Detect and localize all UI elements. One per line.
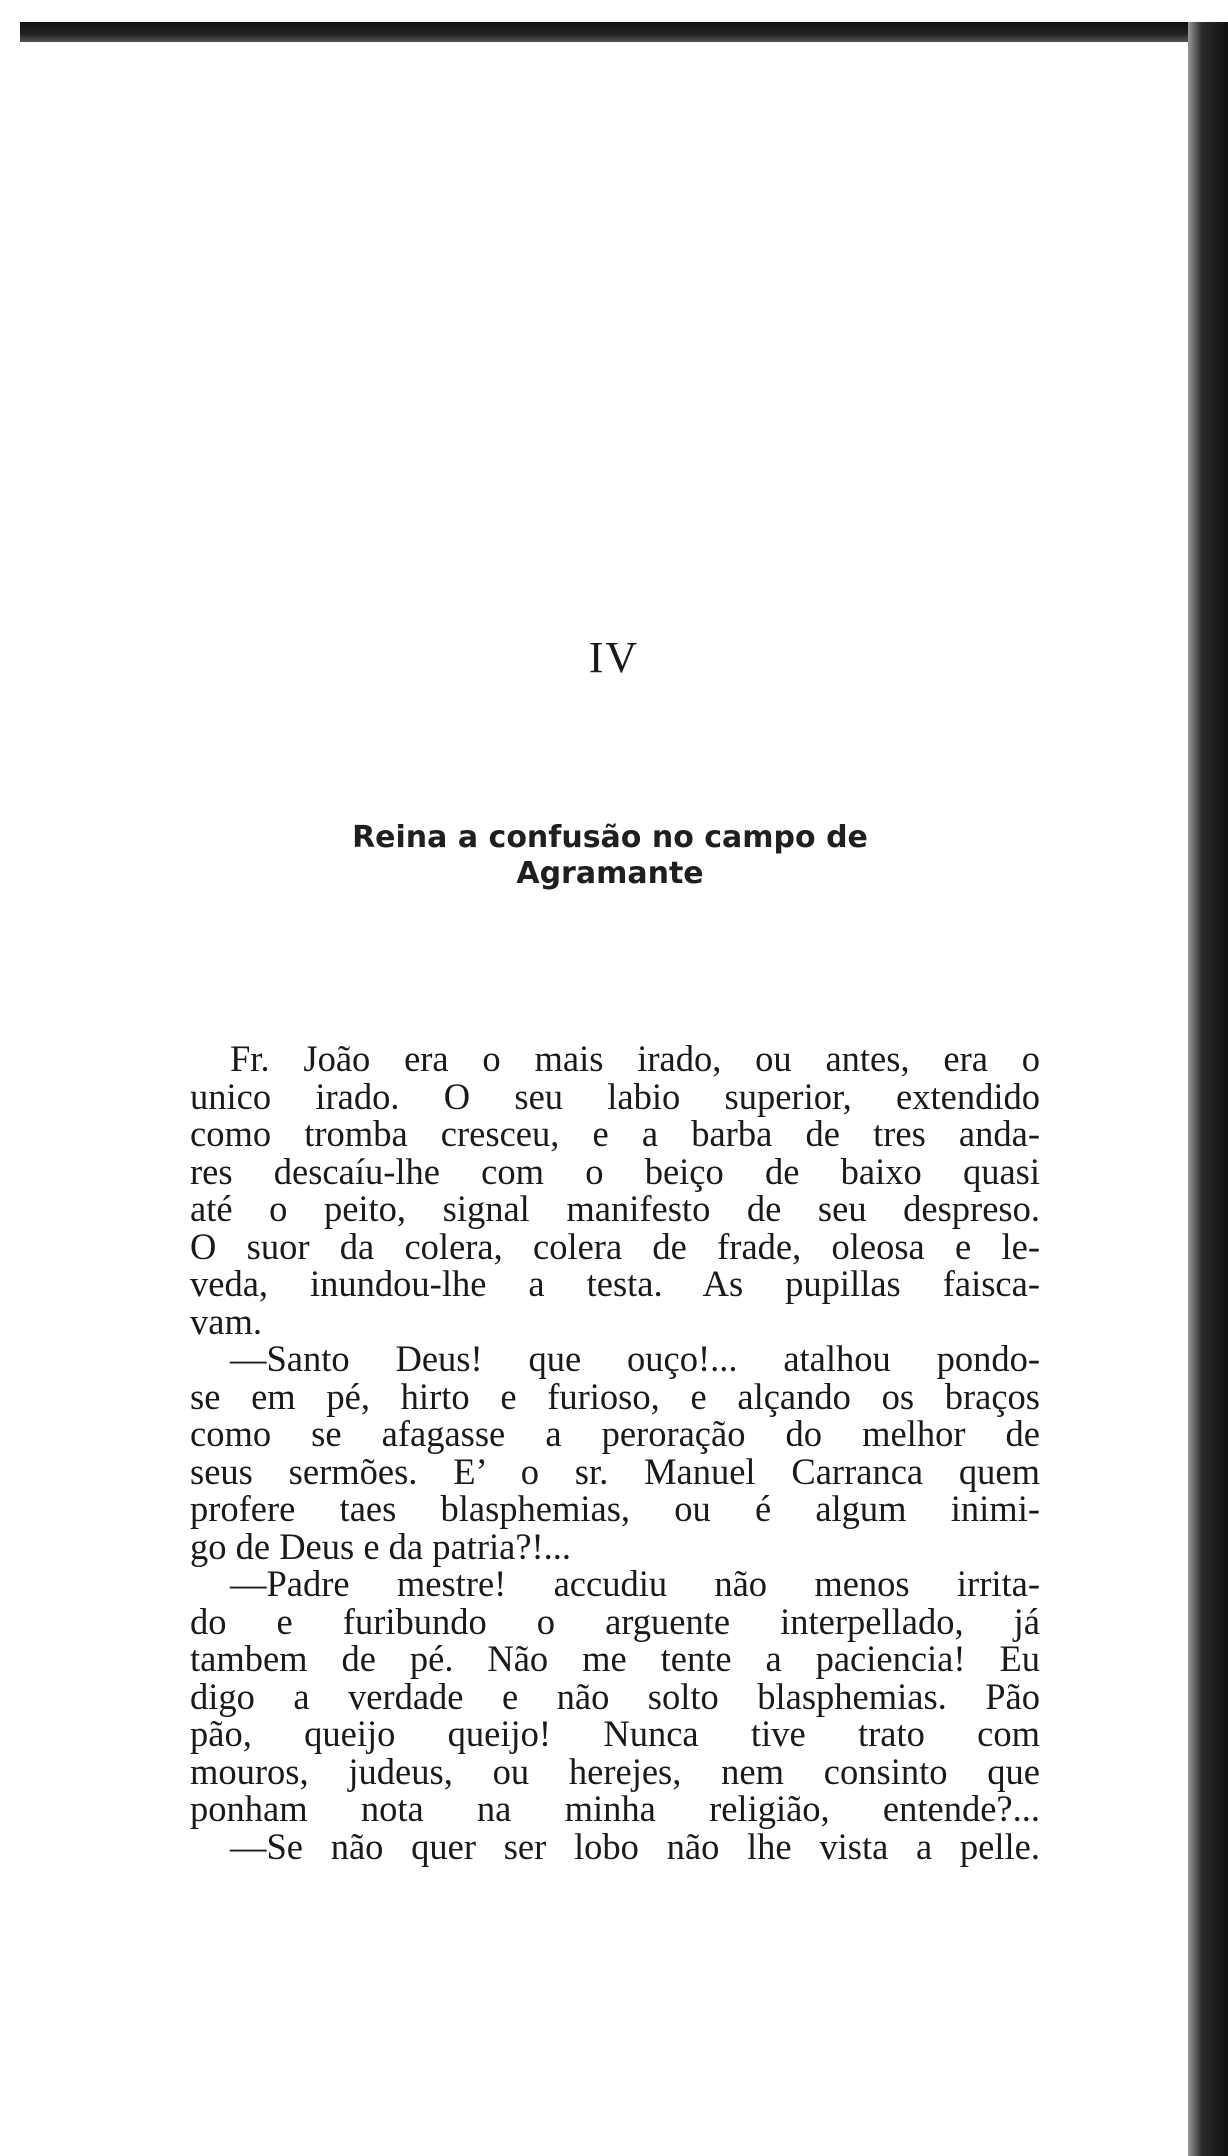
- text-line: do e furibundo o arguente interpellado, já: [190, 1600, 1040, 1642]
- chapter-number: IV: [588, 633, 640, 682]
- page-top-border: [20, 22, 1188, 42]
- text-line: até o peito, signal manifesto de seu despreso.: [190, 1188, 1040, 1229]
- text-line: se em pé, hirto e furioso, e alçando os braços: [190, 1375, 1040, 1417]
- text-line: go de Deus e da patria?!...: [190, 1525, 572, 1567]
- text-line: pão, queijo queijo! Nunca tive trato com: [190, 1713, 1040, 1754]
- text-line: seus sermões. E’ o sr. Manuel Carranca quem: [190, 1450, 1040, 1492]
- text-line: tambem de pé. Não me tente a paciencia! Eu: [190, 1638, 1040, 1679]
- text-line: vam.: [190, 1300, 262, 1342]
- chapter-title-line: Reina a confusão no campo de: [352, 820, 868, 855]
- text-line: res descaíu-lhe com o beiço de baixo quasi: [190, 1150, 1040, 1192]
- text-line: veda, inundou-lhe a testa. As pupillas faisca-: [190, 1263, 1040, 1304]
- text-line: O suor da colera, colera de frade, oleosa e le-: [190, 1225, 1040, 1267]
- text-line: mouros, judeus, ou herejes, nem consinto que: [190, 1750, 1040, 1792]
- text-line: ponham nota na minha religião, entende?...: [190, 1788, 1040, 1829]
- chapter-title: [280, 820, 940, 892]
- body-text: [190, 1040, 1040, 1865]
- page-right-edge: [1188, 22, 1228, 2156]
- text-line: unico irado. O seu labio superior, extendido: [190, 1075, 1040, 1117]
- text-line: digo a verdade e não solto blasphemias. Pão: [190, 1675, 1040, 1717]
- text-line: Fr. João era o mais irado, ou antes, era o: [230, 1038, 1040, 1079]
- text-line: —Se não quer ser lobo não lhe vista a pelle.: [230, 1825, 1040, 1867]
- text-line: —Padre mestre! accudiu não menos irrita-: [230, 1563, 1040, 1604]
- text-line: como se afagasse a peroração do melhor de: [190, 1413, 1040, 1454]
- text-line: como tromba cresceu, e a barba de tres anda-: [190, 1113, 1040, 1154]
- chapter-title-line: Agramante: [516, 856, 704, 891]
- text-line: —Santo Deus! que ouço!... atalhou pondo-: [230, 1338, 1040, 1379]
- text-line: profere taes blasphemias, ou é algum inimi-: [190, 1488, 1040, 1529]
